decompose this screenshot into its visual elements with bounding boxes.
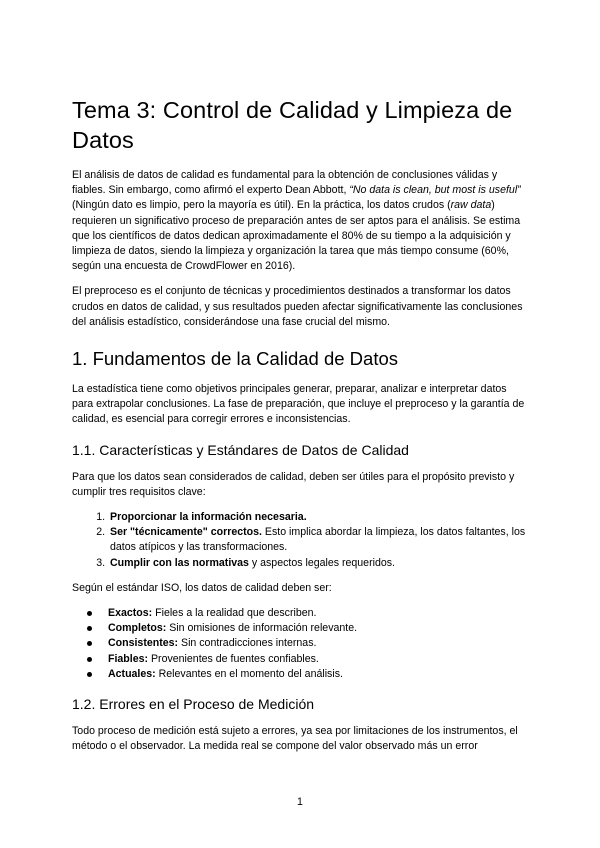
- section-1-2-paragraph: Todo proceso de medición está sujeto a errores, ya sea por limitaciones de los instrumentos, el método o el observador. La medida real se compone del valor observado más un error: [72, 725, 518, 753]
- list-item-term: Actuales:: [108, 667, 156, 680]
- list-item: [108, 510, 528, 525]
- intro-paragraph-2: El preproceso es el conjunto de técnicas y procedimientos destinados a transformar los datos crudos en datos de calidad, y sus resultados pueden afectar significativamente las conclusiones del análisis estadístico, considerándose una fase crucial del mismo.: [72, 285, 523, 328]
- list-item-text: Fieles a la realidad que describen.: [152, 607, 317, 620]
- section-1-2-heading: 1.2. Errores en el Proceso de Medición: [72, 696, 315, 713]
- list-item: [108, 556, 528, 571]
- list-item-term: Fiables:: [108, 652, 149, 665]
- list-item: [108, 525, 528, 555]
- list-item-text: Sin contradicciones internas.: [178, 637, 317, 650]
- iso-intro: Según el estándar ISO, los datos de calidad deben ser:: [72, 581, 332, 594]
- list-item: [108, 621, 528, 636]
- intro-text-c: ) requieren un significativo proceso de preparación antes de ser aptos para el análisis. Se estima que los científicos de datos dedican aproximadamente el 80% de su tiempo a la adquisición y limpieza de datos, siendo la limpieza y organización la tarea que más tiempo consume (60%, según una encuesta de CrowdFlower en 2016).: [72, 199, 521, 273]
- list-item-text: Esto implica abordar la limpieza, los datos faltantes, los datos atípicos y las transformaciones.: [110, 526, 526, 554]
- list-item-term: Exactos:: [108, 607, 153, 620]
- page-title: Tema 3: Control de Calidad y Limpieza de Datos: [72, 97, 513, 153]
- list-item-text: Provenientes de fuentes confiables.: [148, 652, 319, 665]
- intro-paragraph-1: [72, 168, 528, 274]
- section-1-1-heading: 1.1. Características y Estándares de Datos de Calidad: [72, 441, 409, 458]
- list-item: [108, 667, 528, 682]
- list-item: [108, 606, 528, 621]
- list-item-text: Sin omisiones de información relevante.: [166, 622, 358, 635]
- list-item-text: y aspectos legales requeridos.: [248, 556, 395, 569]
- list-item-term: Cumplir con las normativas: [110, 556, 249, 569]
- page-number: 1: [297, 796, 303, 808]
- list-item-term: Proporcionar la información necesaria.: [110, 511, 307, 524]
- abbott-quote: “No data is clean, but most is useful”: [349, 184, 521, 197]
- list-item: [108, 652, 528, 667]
- document-page: [72, 95, 528, 764]
- list-item-term: Completos:: [108, 622, 167, 635]
- intro-text-b: (Ningún dato es limpio, pero la mayoría es útil). En la práctica, los datos crudos (: [72, 199, 451, 212]
- list-item-text: Relevantes en el momento del análisis.: [155, 667, 343, 680]
- iso-list: [72, 606, 528, 682]
- list-item-term: Consistentes:: [108, 637, 179, 650]
- intro-text-a: El análisis de datos de calidad es fundamental para la obtención de conclusiones válidas y fiables. Sin embargo, como afirmó el experto Dean Abbott,: [72, 169, 498, 197]
- section-1-1-paragraph: Para que los datos sean considerados de calidad, deben ser útiles para el propósito previsto y cumplir tres requisitos clave:: [72, 470, 515, 498]
- requirements-list: [72, 510, 528, 571]
- raw-data-term: raw data: [450, 199, 492, 212]
- list-item-term: Ser "técnicamente" correctos.: [110, 526, 262, 539]
- section-1-paragraph: La estadística tiene como objetivos principales generar, preparar, analizar e interpretar datos para extrapolar conclusiones. La fase de preparación, que incluye el preproceso y la garantía de calidad, es esencial para corregir errores e inconsistencias.: [72, 383, 525, 426]
- section-1-heading: 1. Fundamentos de la Calidad de Datos: [72, 348, 399, 370]
- list-item: [108, 636, 528, 651]
